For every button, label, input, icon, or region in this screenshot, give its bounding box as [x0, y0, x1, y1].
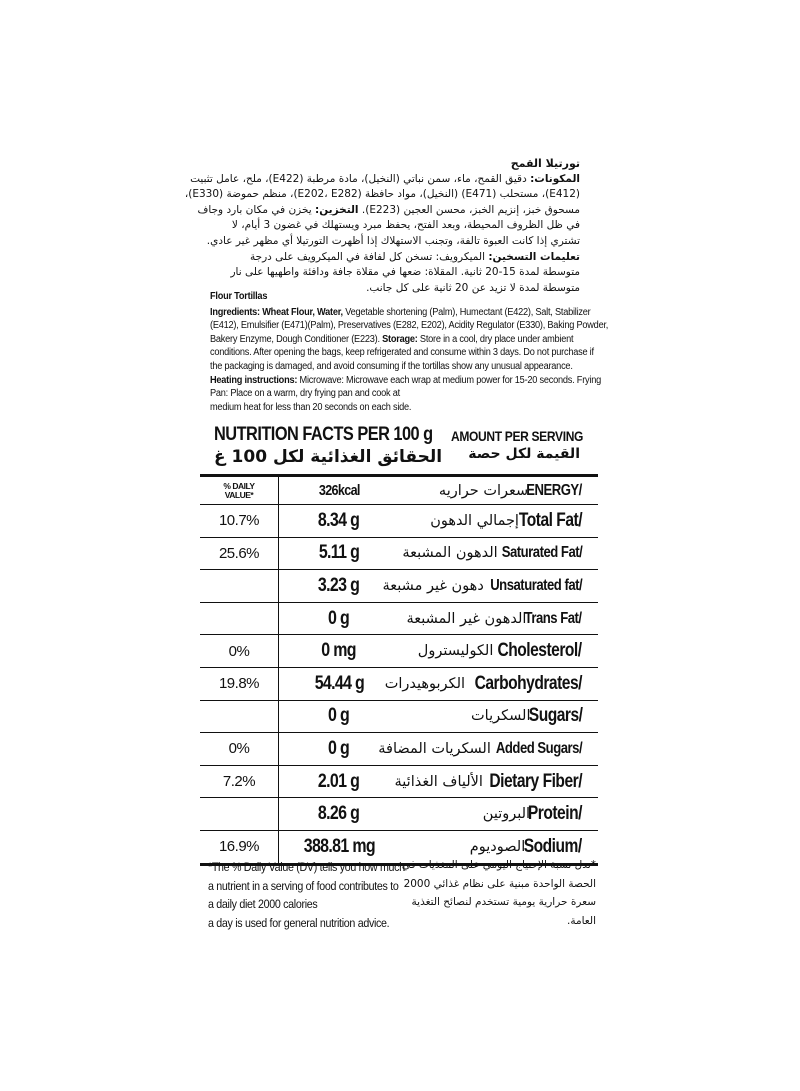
amount-value: 54.44 g [314, 672, 364, 694]
daily-value-header [200, 477, 279, 504]
daily-value-footnote-en [208, 858, 408, 932]
english-ingredients-end: Bakery Enzyme, Dough Conditioner (E223). [210, 333, 380, 345]
daily-value-footnote-ar [401, 856, 596, 930]
nutrient-name-ar: السكريات المضافة [378, 740, 491, 757]
nutrition-table [200, 474, 598, 866]
arabic-product-description [184, 156, 580, 296]
footnote-line: العامة. [567, 914, 596, 927]
daily-value-cell [200, 701, 279, 733]
amount-cell [279, 766, 399, 798]
arabic-storage-line: تشتري إذا كانت العبوة تالفة، وتجنب الاستهلاك إذا أظهرت التورتيلا أي مظهر غير عادي. [206, 234, 580, 247]
arabic-storage-label: التخزين: [315, 203, 359, 216]
amount-value: 388.81 mg [303, 835, 375, 857]
arabic-storage-line: في ظل الظروف المحيطة، وبعد الفتح، يحفظ مبرد ويستهلك في غضون 3 أيام، لا [231, 219, 580, 232]
nutrient-name-ar: الألياف الغذائية [394, 773, 483, 790]
nutrient-name-en: ENERGY/ [526, 481, 582, 499]
english-ingredients-label: Ingredients: [210, 306, 260, 318]
english-storage-line: the packaging is damaged, and avoid consuming if the tortillas show any unusual appearance. [210, 360, 573, 372]
table-row [200, 766, 598, 799]
amount-cell [279, 538, 399, 570]
english-product-description [210, 290, 609, 414]
daily-value-cell: 0% [200, 635, 279, 667]
daily-value-cell: 19.8% [200, 668, 279, 700]
nutrient-name-en: Protein/ [527, 803, 582, 825]
amount-per-serving-ar: القيمة لكل حصة [468, 446, 580, 462]
table-row [200, 538, 598, 571]
arabic-heating-text: الميكرويف: تسخن كل لفافة في الميكرويف على درجة [249, 250, 485, 263]
english-ingredients-line: (E412), Emulsifier (E471)(Palm), Preservatives (E282, E202), Acidity Regulator (E330), Baking Powder, [210, 320, 609, 332]
nutrient-name [439, 477, 582, 504]
nutrient-name-en: Carbohydrates/ [474, 672, 582, 694]
amount-cell [279, 570, 399, 602]
nutrient-name [430, 505, 582, 537]
daily-value-cell [200, 570, 279, 602]
arabic-ingredients-end: مسحوق خبز، إنزيم الخبز، محسن العجين (E223). [361, 203, 580, 216]
nutrient-name [402, 538, 582, 570]
daily-value-cell [200, 603, 279, 635]
nutrient-name [471, 701, 582, 733]
english-heating-label: Heating instructions: [210, 374, 298, 386]
english-ingredients-bold: Wheat Flour, Water, [262, 306, 343, 318]
nutrient-name-ar: السكريات [471, 708, 531, 725]
nutrient-name [418, 635, 582, 667]
nutrient-name-ar: الدهون المشبعة [402, 545, 498, 562]
english-storage-text: Store in a cool, dry place under ambient [419, 333, 574, 345]
footnote-line: الحصة الواحدة مبنية على نظام غذائي 2000 [403, 877, 596, 890]
table-row [200, 505, 598, 538]
amount-cell [279, 635, 399, 667]
table-row [200, 477, 598, 505]
footnote-line: سعرة حرارية يومية تستخدم لنصائح التغذية [411, 896, 596, 909]
daily-value-header-line2: VALUE* [224, 489, 254, 500]
arabic-ingredients-label: المكونات: [530, 172, 580, 185]
amount-value: 0 mg [321, 640, 357, 662]
nutrient-name-en: Total Fat/ [518, 509, 582, 531]
arabic-heating-label: تعليمات التسخين: [488, 250, 580, 263]
amount-value: 8.34 g [318, 509, 360, 531]
nutrient-name-en: Cholesterol/ [497, 640, 582, 662]
amount-cell [279, 505, 399, 537]
english-heating-first: Microwave: Microwave each wrap at medium power for 15-20 seconds. Frying [299, 374, 601, 386]
arabic-ingredients-line [197, 203, 580, 219]
nutrient-name-en: Sugars/ [528, 705, 582, 727]
daily-value-header-line1: % DAILY [223, 480, 255, 491]
amount-value: 0 g [328, 705, 350, 727]
arabic-heating-line [208, 250, 580, 266]
nutrient-name [395, 766, 582, 798]
english-heating-line [210, 374, 601, 388]
amount-cell [279, 477, 399, 504]
english-product-title: Flour Tortillas [210, 291, 268, 302]
amount-value: 3.23 g [318, 574, 360, 596]
amount-per-serving-en: AMOUNT PER SERVING [451, 428, 584, 444]
table-row [200, 798, 598, 831]
daily-value-cell [200, 798, 279, 830]
nutrient-name [378, 733, 582, 765]
amount-value: 326kcal [318, 482, 360, 499]
nutrient-name-ar: الدهون غير المشبعة [406, 610, 527, 627]
daily-value-cell: 0% [200, 733, 279, 765]
amount-value: 5.11 g [318, 542, 360, 564]
daily-value-cell: 25.6% [200, 538, 279, 570]
english-storage-line: conditions. After opening the bags, keep refrigerated and consume within 3 days. Do not purchase if [210, 347, 594, 359]
arabic-ingredients-line [190, 172, 580, 188]
nutrient-name-ar: دهون غير مشبعة [382, 577, 484, 594]
amount-value: 0 g [328, 607, 350, 629]
amount-value: 2.01 g [318, 770, 360, 792]
footnote-line: a day is used for general nutrition advice. [208, 915, 390, 930]
nutrient-name-ar: الكوليسترول [417, 643, 494, 660]
nutrient-name [406, 603, 582, 635]
footnote-line: a daily diet 2000 calories [208, 897, 318, 912]
amount-cell [279, 603, 399, 635]
nutrient-name-en: Trans Fat/ [524, 609, 582, 627]
nutrient-name-en: Sodium/ [523, 835, 582, 857]
amount-value: 0 g [328, 737, 350, 759]
arabic-heating-line: متوسطة لمدة 15-20 ثانية. المقلاة: ضعها في مقلاة جافة ودافئة واطهيها على نار [230, 266, 580, 279]
table-row [200, 570, 598, 603]
nutrient-name [385, 668, 582, 700]
nutrient-name-en: Unsaturated fat/ [489, 576, 582, 594]
amount-cell [279, 668, 399, 700]
nutrient-name-ar: إجمالي الدهون [430, 512, 519, 529]
table-row [200, 733, 598, 766]
nutrition-facts-title-en: NUTRITION FACTS PER 100 g [214, 424, 433, 445]
arabic-ingredients-text: دقيق القمح، ماء، سمن نباتي (النخيل)، مادة مرطبة (E422)، ملح، عامل تثبيت [190, 172, 527, 185]
nutrient-name-en: Added Sugars/ [495, 739, 582, 757]
nutrient-name-ar: الكربوهيدرات [384, 675, 466, 692]
footnote-line: a nutrient in a serving of food contributes to [208, 878, 399, 893]
amount-per-serving-heading [430, 428, 584, 462]
daily-value-cell: 16.9% [200, 831, 279, 863]
english-ingredients-line [210, 333, 574, 347]
daily-value-cell: 7.2% [200, 766, 279, 798]
english-ingredients-line [210, 306, 591, 320]
english-storage-label: Storage: [382, 333, 418, 345]
table-row [200, 668, 598, 701]
nutrient-name [383, 570, 582, 602]
english-ingredients-first: Vegetable shortening (Palm), Humectant (E422), Salt, Stabilizer [345, 306, 591, 318]
nutrient-name-ar: سعرات حراريه [438, 482, 529, 499]
arabic-product-title: تورتيلا القمح [510, 157, 580, 170]
amount-value: 8.26 g [318, 803, 360, 825]
arabic-ingredients-line: (E412)، مستحلب (E471) (النخيل)، مواد حافظة (E202، E282)، منظم حموضة (E330)، [184, 188, 580, 201]
nutrition-facts-title-ar: الحقائق الغذائية لكل 100 غ [214, 447, 443, 467]
arabic-heating-line: متوسطة لمدة لا تزيد عن 20 ثانية على كل جانب. [366, 281, 580, 294]
nutrient-name [483, 798, 582, 830]
nutrient-name-en: Saturated Fat/ [501, 544, 582, 562]
footnote-line: *The % Daily Value (DV) tells you how much [208, 860, 405, 874]
english-heating-line: Pan: Place on a warm, dry frying pan and cook at [210, 388, 400, 400]
amount-cell [279, 798, 399, 830]
daily-value-cell: 10.7% [200, 505, 279, 537]
table-row [200, 701, 598, 734]
english-heating-line: medium heat for less than 20 seconds on each side. [210, 401, 412, 413]
table-row [200, 635, 598, 668]
footnote-line: *تدل نسبة الإحتياج اليومي على المغذيات في [401, 859, 596, 871]
nutrient-name-ar: الصوديوم [469, 838, 526, 855]
table-row [200, 603, 598, 636]
amount-cell [279, 701, 399, 733]
arabic-storage-text: يخزن في مكان بارد وجاف [197, 203, 312, 216]
nutrient-name-ar: البروتين [482, 806, 531, 823]
nutrient-name-en: Dietary Fiber/ [489, 770, 582, 792]
